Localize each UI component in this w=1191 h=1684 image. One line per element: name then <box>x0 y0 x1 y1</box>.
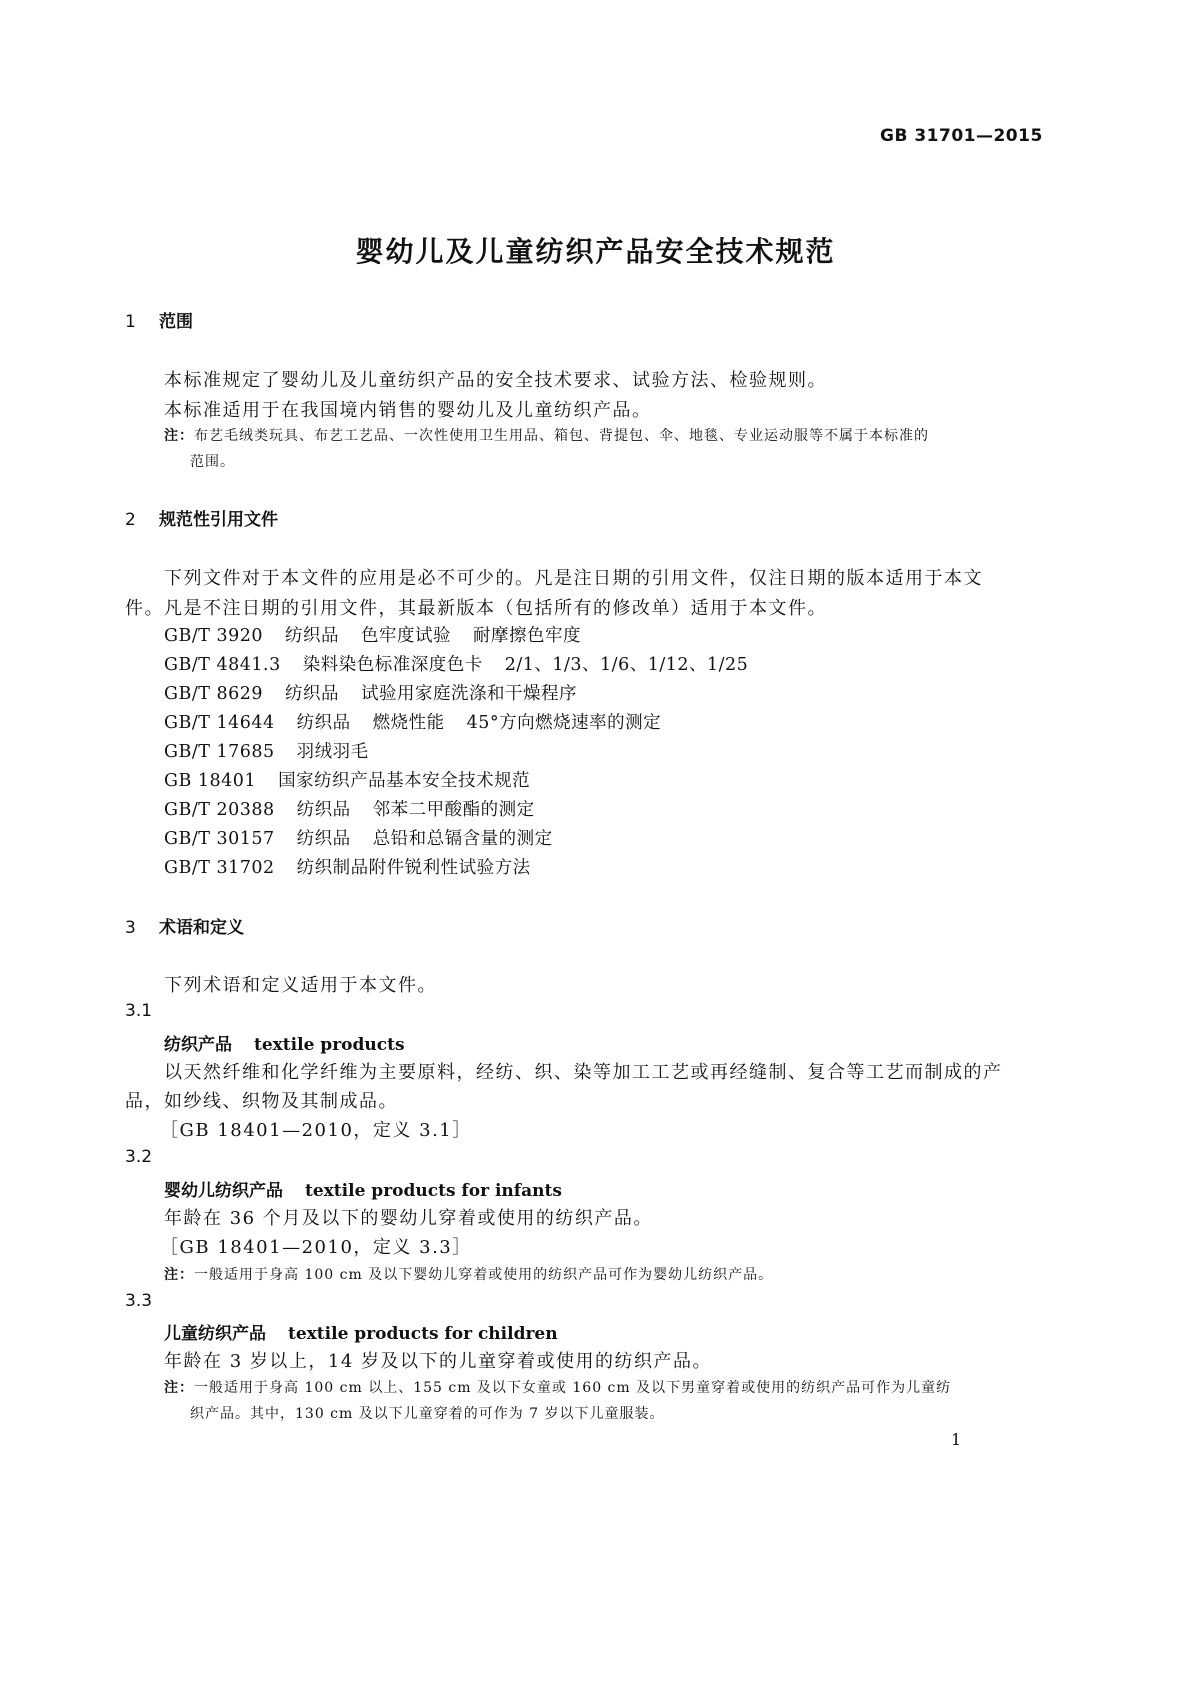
scope-paragraph-1: 本标准规定了婴幼儿及儿童纺织产品的安全技术要求、试验方法、检验规则。 <box>164 370 827 391</box>
term-note <box>164 1377 951 1397</box>
reference-row <box>164 738 391 763</box>
term-definition: 以天然纤维和化学纤维为主要原料，经纺、织、染等加工工艺或再经缝制、复合等工艺而制成的产 <box>164 1062 1003 1083</box>
scope-paragraph-2: 本标准适用于在我国境内销售的婴幼儿及儿童纺织产品。 <box>164 400 652 421</box>
reference-code: GB/T 14644 <box>164 713 275 733</box>
section-3-heading <box>125 913 244 938</box>
term-heading <box>164 1319 558 1344</box>
reference-title-part: 纺织品 <box>296 713 351 733</box>
reference-code: GB/T 4841.3 <box>164 655 281 675</box>
reference-code: GB/T 3920 <box>164 626 264 646</box>
scope-note-continuation: 范围。 <box>190 454 235 470</box>
reference-code: GB/T 31702 <box>164 858 275 878</box>
section-number: 3 <box>125 918 136 938</box>
term-definition-continuation: 品，如纱线、织物及其制成品。 <box>125 1091 398 1112</box>
reference-title-part: 羽绒羽毛 <box>296 742 369 762</box>
references-intro-line-1: 下列文件对于本文件的应用是必不可少的。凡是注日期的引用文件，仅注日期的版本适用于本文 <box>164 568 983 589</box>
term-english: textile products for children <box>288 1324 558 1344</box>
reference-title-part: 纺织制品附件锐利性试验方法 <box>296 858 531 878</box>
term-english: textile products <box>254 1035 405 1055</box>
reference-title-part: 纺织品 <box>285 684 340 704</box>
reference-row <box>164 622 603 647</box>
reference-title-part: 纺织品 <box>285 626 340 646</box>
reference-code: GB/T 8629 <box>164 684 264 704</box>
reference-title-part: 邻苯二甲酸酯的测定 <box>372 800 535 820</box>
page-number: 1 <box>951 1430 962 1449</box>
standard-number: GB 31701—2015 <box>880 126 1043 146</box>
scope-note <box>164 425 929 445</box>
reference-title-part: 国家纺织产品基本安全技术规范 <box>278 771 531 791</box>
clause-number: 3.1 <box>125 1001 153 1021</box>
reference-row <box>164 825 575 850</box>
section-number: 1 <box>125 312 136 332</box>
term-chinese: 纺织产品 <box>164 1035 232 1055</box>
term-note <box>164 1264 773 1284</box>
reference-title-part: 45°方向燃烧速率的测定 <box>466 713 662 733</box>
term-heading <box>164 1176 562 1201</box>
term-chinese: 婴幼儿纺织产品 <box>164 1181 283 1201</box>
reference-code: GB 18401 <box>164 771 257 791</box>
clause-number: 3.3 <box>125 1291 153 1311</box>
term-definition: 年龄在 3 岁以上，14 岁及以下的儿童穿着或使用的纺织产品。 <box>164 1351 713 1372</box>
section-2-heading <box>125 505 278 530</box>
reference-row <box>164 680 599 705</box>
reference-row <box>164 854 553 879</box>
term-source: ［GB 18401—2010，定义 3.3］ <box>160 1237 472 1258</box>
note-text: 布艺毛绒类玩具、布艺工艺品、一次性使用卫生用品、箱包、背提包、伞、地毯、专业运动服等不属于本标准的 <box>194 428 929 444</box>
section-number: 2 <box>125 510 136 530</box>
note-label: 注： <box>164 1380 194 1396</box>
reference-title-part: 试验用家庭洗涤和干燥程序 <box>361 684 578 704</box>
reference-title-part: 2/1、1/3、1/6、1/12、1/25 <box>504 655 749 675</box>
reference-row <box>164 796 557 821</box>
reference-title-part: 染料染色标准深度色卡 <box>302 655 483 675</box>
reference-code: GB/T 20388 <box>164 800 275 820</box>
terms-intro: 下列术语和定义适用于本文件。 <box>164 975 437 996</box>
section-title: 术语和定义 <box>159 918 244 938</box>
note-text: 一般适用于身高 100 cm 以上、155 cm 及以下女童或 160 cm 及以下男童穿着或使用的纺织产品可作为儿童纺 <box>194 1380 952 1396</box>
reference-title-part: 燃烧性能 <box>372 713 445 733</box>
section-title: 范围 <box>159 312 193 332</box>
reference-title-part: 纺织品 <box>296 800 351 820</box>
section-title: 规范性引用文件 <box>159 510 278 530</box>
references-intro-line-2: 件。凡是不注日期的引用文件，其最新版本（包括所有的修改单）适用于本文件。 <box>125 598 827 619</box>
clause-number: 3.2 <box>125 1147 153 1167</box>
reference-row <box>164 767 552 792</box>
term-english: textile products for infants <box>305 1181 562 1201</box>
reference-title-part: 总铅和总镉含量的测定 <box>372 829 553 849</box>
note-text: 一般适用于身高 100 cm 及以下婴幼儿穿着或使用的纺织产品可作为婴幼儿纺织产品。 <box>194 1267 774 1283</box>
note-label: 注： <box>164 428 194 444</box>
reference-code: GB/T 17685 <box>164 742 275 762</box>
reference-title-part: 色牢度试验 <box>361 626 452 646</box>
reference-title-part: 纺织品 <box>296 829 351 849</box>
term-heading <box>164 1030 405 1055</box>
reference-code: GB/T 30157 <box>164 829 275 849</box>
term-chinese: 儿童纺织产品 <box>164 1324 266 1344</box>
document-title: 婴幼儿及儿童纺织产品安全技术规范 <box>355 235 836 268</box>
reference-row <box>164 651 770 676</box>
term-source: ［GB 18401—2010，定义 3.1］ <box>160 1120 472 1141</box>
section-1-heading <box>125 307 193 332</box>
reference-title-part: 耐摩擦色牢度 <box>473 626 582 646</box>
reference-row <box>164 709 683 734</box>
term-definition: 年龄在 36 个月及以下的婴幼儿穿着或使用的纺织产品。 <box>164 1208 653 1229</box>
term-note-continuation: 织产品。其中，130 cm 及以下儿童穿着的可作为 7 岁以下儿童服装。 <box>190 1406 665 1422</box>
note-label: 注： <box>164 1267 194 1283</box>
